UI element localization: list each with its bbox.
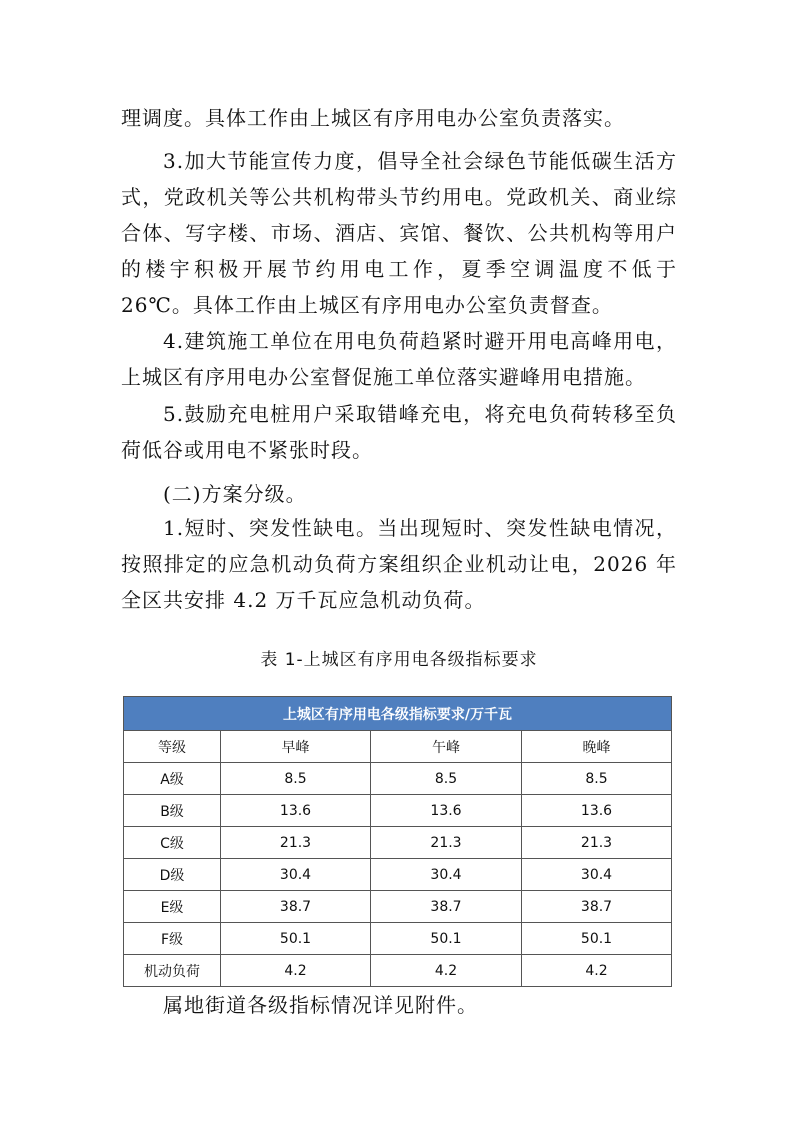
table-row — [124, 859, 672, 891]
table-header-row — [124, 731, 672, 763]
table-cell: 4.2 — [371, 955, 522, 987]
indicator-table — [123, 696, 672, 987]
header-evening-peak: 晚峰 — [522, 731, 672, 763]
table-cell: 38.7 — [522, 891, 672, 923]
table-cell: F级 — [124, 923, 221, 955]
table-cell: 38.7 — [371, 891, 522, 923]
section-heading: (二)方案分级。 — [163, 482, 307, 506]
table-cell: B级 — [124, 795, 221, 827]
table-cell: 4.2 — [522, 955, 672, 987]
table-cell: A级 — [124, 763, 221, 795]
table-cell: 50.1 — [522, 923, 672, 955]
paragraph-plan-1: 1.短时、突发性缺电。当出现短时、突发性缺电情况，按照排定的应急机动负荷方案组织企业机动让电，2026 年全区共安排 4.2 万千瓦应急机动负荷。 — [121, 516, 677, 612]
table-cell: 4.2 — [221, 955, 371, 987]
table-cell: E级 — [124, 891, 221, 923]
table-cell: 50.1 — [221, 923, 371, 955]
table-row — [124, 763, 672, 795]
table-cell: 8.5 — [221, 763, 371, 795]
table-cell: 30.4 — [221, 859, 371, 891]
table-cell: 13.6 — [221, 795, 371, 827]
table-cell: 30.4 — [371, 859, 522, 891]
paragraph-continuation: 理调度。具体工作由上城区有序用电办公室负责落实。 — [121, 106, 625, 130]
table-cell: D级 — [124, 859, 221, 891]
table-cell: 机动负荷 — [124, 955, 221, 987]
table-row — [124, 891, 672, 923]
closing-paragraph: 属地街道各级指标情况详见附件。 — [163, 993, 478, 1017]
table-banner-row — [124, 697, 672, 731]
table-cell: 13.6 — [522, 795, 672, 827]
table-row — [124, 827, 672, 859]
header-level: 等级 — [124, 731, 221, 763]
table-cell: 21.3 — [371, 827, 522, 859]
table-row — [124, 795, 672, 827]
table-cell: 13.6 — [371, 795, 522, 827]
table-cell: 50.1 — [371, 923, 522, 955]
table-banner: 上城区有序用电各级指标要求/万千瓦 — [124, 697, 672, 731]
paragraph-item-3: 3.加大节能宣传力度，倡导全社会绿色节能低碳生活方式，党政机关等公共机构带头节约用电。党政机关、商业综合体、写字楼、市场、酒店、宾馆、餐饮、公共机构等用户的楼宇积极开展节约用电工作，夏季空调温度不低于 26℃。具体工作由上城区有序用电办公室负责督查。 — [121, 149, 677, 317]
header-morning-peak: 早峰 — [221, 731, 371, 763]
table-row — [124, 955, 672, 987]
table-cell: C级 — [124, 827, 221, 859]
header-noon-peak: 午峰 — [371, 731, 522, 763]
table-cell: 38.7 — [221, 891, 371, 923]
table-cell: 8.5 — [371, 763, 522, 795]
table-cell: 30.4 — [522, 859, 672, 891]
table-caption: 表 1-上城区有序用电各级指标要求 — [260, 650, 538, 670]
paragraph-item-5: 5.鼓励充电桩用户采取错峰充电，将充电负荷转移至负荷低谷或用电不紧张时段。 — [121, 402, 677, 462]
table-cell: 21.3 — [522, 827, 672, 859]
table-cell: 8.5 — [522, 763, 672, 795]
table-cell: 21.3 — [221, 827, 371, 859]
paragraph-item-4: 4.建筑施工单位在用电负荷趋紧时避开用电高峰用电，上城区有序用电办公室督促施工单位落实避峰用电措施。 — [121, 329, 677, 389]
table-row — [124, 923, 672, 955]
